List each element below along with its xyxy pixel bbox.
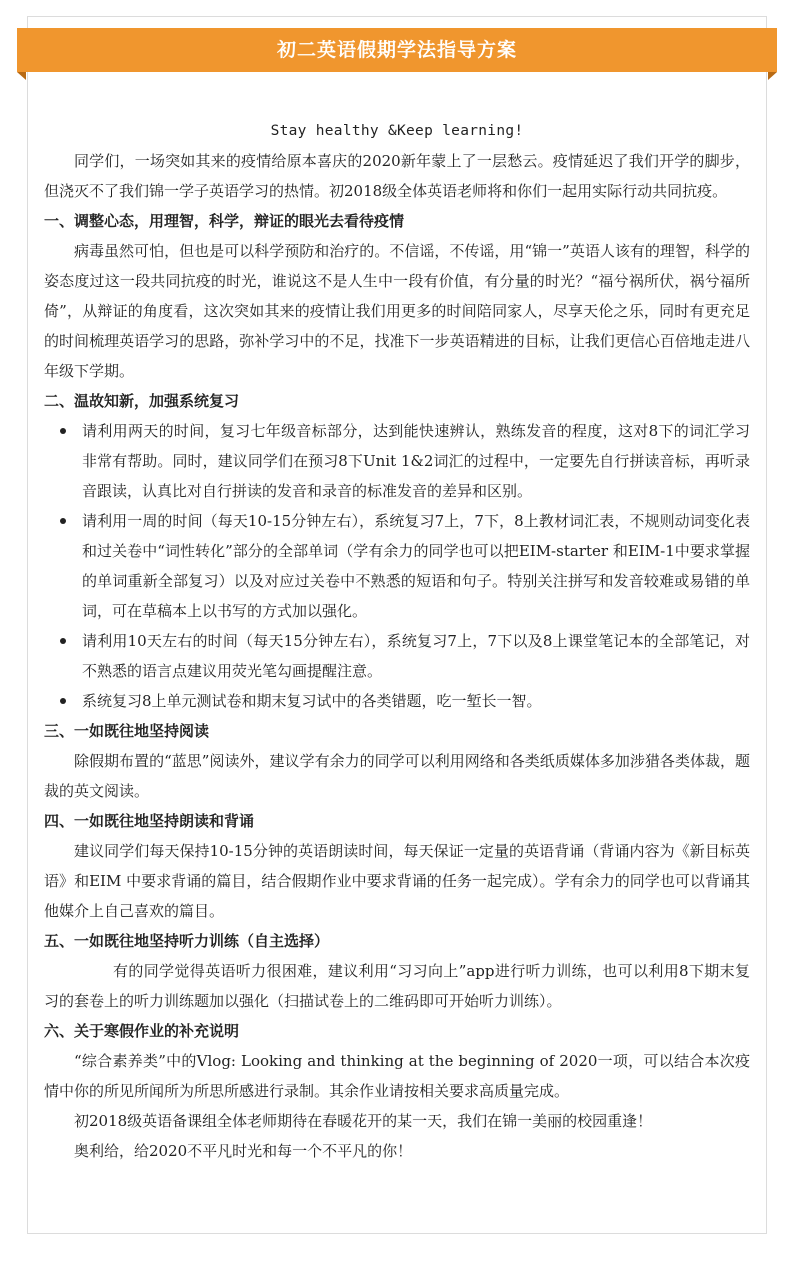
- article-body: [44, 116, 750, 1166]
- intro-paragraph: 同学们，一场突如其来的疫情给原本喜庆的2020新年蒙上了一层愁云。疫情延迟了我们开学的脚步，但浇灭不了我们锦一学子英语学习的热情。初2018级全体英语老师将和你们一起用实际行动共同抗疫。: [44, 152, 750, 200]
- section-heading-5: 五、一如既往地坚持听力训练（自主选择）: [44, 932, 330, 950]
- closing-line-2: 奥利给，给2020不平凡时光和每一个不平凡的你！: [74, 1142, 413, 1160]
- bullet-icon: [60, 518, 66, 524]
- closing-line-1: 初2018级英语备课组全体老师期待在春暖花开的某一天，我们在锦一美丽的校园重逢！: [74, 1112, 653, 1130]
- subtitle: Stay healthy &Keep learning!: [270, 123, 524, 139]
- section-body-1: 病毒虽然可怕，但也是可以科学预防和治疗的。不信谣，不传谣，用“锦一”英语人该有的理智，科学的姿态度过这一段共同抗疫的时光，谁说这不是人生中一段有价值，有分量的时光？“福兮祸所伏，祸兮福所倚”，从辩证的角度看，这次突如其来的疫情让我们用更多的时间陪同家人，尽享天伦之乐，同时有更充足的时间梳理英语学习的思路，弥补学习中的不足，找准下一步英语精进的目标，让我们更信心百倍地走进八年级下学期。: [44, 242, 750, 380]
- review-list: [44, 416, 750, 716]
- list-item-text: 请利用两天的时间，复习七年级音标部分，达到能快速辨认，熟练发音的程度，这对8下的词汇学习非常有帮助。同时，建议同学们在预习8下Unit 1&2词汇的过程中，一定要先自行拼读音标，再听录音跟读，认真比对自行拼读的发音和录音的标准发音的差异和区别。: [82, 422, 750, 500]
- section-heading-2: 二、温故知新，加强系统复习: [44, 392, 240, 410]
- bullet-icon: [60, 428, 66, 434]
- section-body-3: 除假期布置的“蓝思”阅读外，建议学有余力的同学可以利用网络和各类纸质媒体多加涉猎各类体裁，题裁的英文阅读。: [44, 752, 750, 800]
- page-title: 初二英语假期学法指导方案: [276, 39, 517, 61]
- section-heading-1: 一、调整心态，用理智，科学，辩证的眼光去看待疫情: [44, 212, 405, 230]
- list-item: [82, 626, 750, 686]
- banner-fold-right: [768, 72, 777, 80]
- list-item: [82, 686, 750, 716]
- banner-fold-left: [17, 72, 26, 80]
- list-item-text: 请利用10天左右的时间（每天15分钟左右），系统复习7上，7下以及8上课堂笔记本的全部笔记，对不熟悉的语言点建议用荧光笔勾画提醒注意。: [82, 632, 750, 680]
- bullet-icon: [60, 638, 66, 644]
- title-banner: [17, 28, 777, 72]
- list-item: [82, 506, 750, 626]
- section-heading-3: 三、一如既往地坚持阅读: [44, 722, 210, 740]
- section-heading-4: 四、一如既往地坚持朗读和背诵: [44, 812, 255, 830]
- section-body-5: 有的同学觉得英语听力很困难，建议利用“习习向上”app进行听力训练，也可以利用8下期末复习的套卷上的听力训练题加以强化（扫描试卷上的二维码即可开始听力训练）。: [44, 962, 750, 1010]
- list-item-text: 请利用一周的时间（每天10-15分钟左右），系统复习7上，7下，8上教材词汇表，不规则动词变化表和过关卷中“词性转化”部分的全部单词（学有余力的同学也可以把EIM-starter 和EIM-1中要求掌握的单词重新全部复习）以及对应过关卷中不熟悉的短语和句子。特别关注拼写和发音较难或易错的单词，可在草稿本上以书写的方式加以强化。: [82, 512, 750, 620]
- section-body-4: 建议同学们每天保持10-15分钟的英语朗读时间，每天保证一定量的英语背诵（背诵内容为《新目标英语》和EIM 中要求背诵的篇目，结合假期作业中要求背诵的任务一起完成）。学有余力的同学也可以背诵其他媒介上自己喜欢的篇目。: [44, 842, 750, 920]
- bullet-icon: [60, 698, 66, 704]
- list-item-text: 系统复习8上单元测试卷和期末复习试中的各类错题，吃一堑长一智。: [82, 692, 542, 710]
- section-heading-6: 六、关于寒假作业的补充说明: [44, 1022, 240, 1040]
- section-body-6: “综合素养类”中的Vlog: Looking and thinking at the beginning of 2020一项，可以结合本次疫情中你的所见所闻所为所思所感进行录制。其余作业请按相关要求高质量完成。: [44, 1052, 750, 1100]
- list-item: [82, 416, 750, 506]
